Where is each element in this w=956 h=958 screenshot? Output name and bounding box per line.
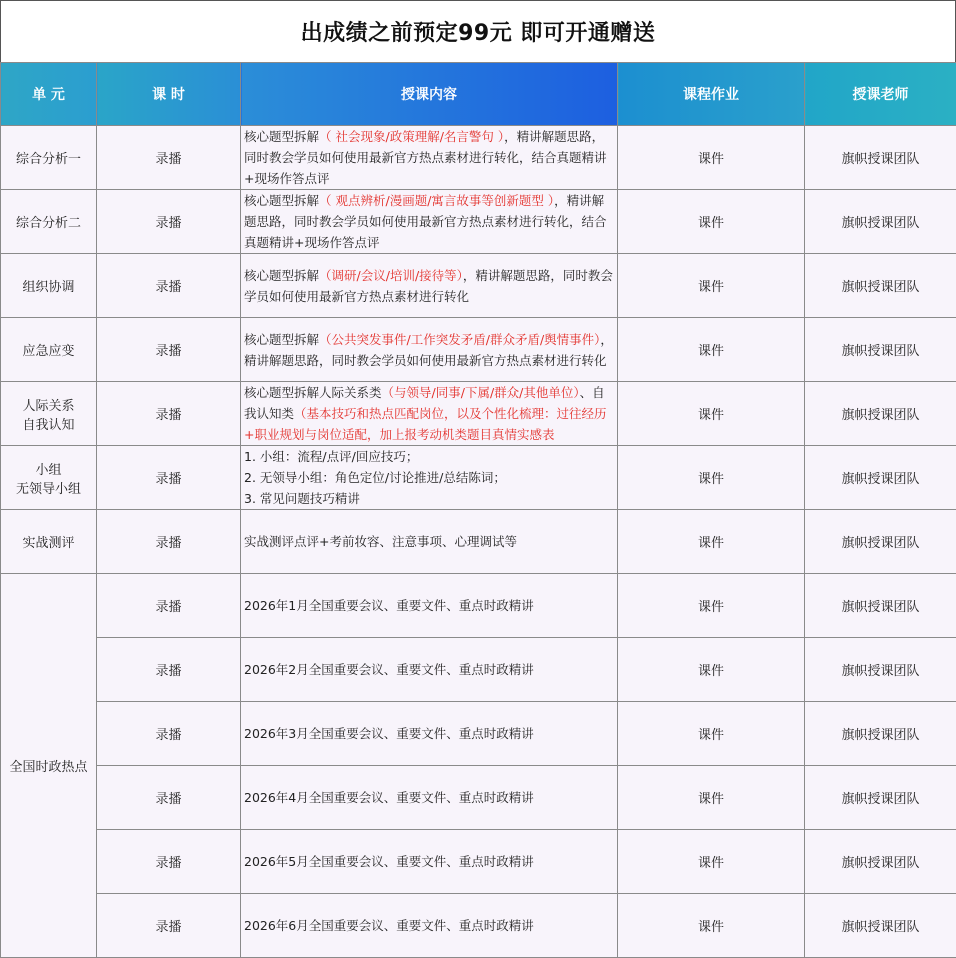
content-cell	[241, 318, 618, 382]
hours-cell: 录播	[97, 574, 241, 638]
teacher-cell: 旗帜授课团队	[805, 190, 956, 254]
homework-cell: 课件	[618, 702, 805, 766]
homework-cell: 课件	[618, 318, 805, 382]
hours-cell: 录播	[97, 894, 241, 958]
content-text: ，精讲解题思路，同时教会学员如何使用最新官方热点素材进行转化	[244, 268, 613, 304]
table-row	[1, 894, 956, 958]
content-text: 核心题型拆解	[244, 129, 319, 144]
hours-cell: 录播	[97, 318, 241, 382]
content-cell: 2026年1月全国重要会议、重要文件、重点时政精讲	[241, 574, 618, 638]
homework-cell: 课件	[618, 574, 805, 638]
content-cell	[241, 254, 618, 318]
content-text: 、自我认知类	[244, 385, 605, 421]
table-row	[1, 574, 956, 638]
content-line: 3. 常见问题技巧精讲	[244, 488, 613, 509]
hours-cell: 录播	[97, 638, 241, 702]
content-highlight: （与领导/同事/下属/群众/其他单位）	[382, 385, 580, 400]
unit-cell	[1, 446, 97, 510]
teacher-cell: 旗帜授课团队	[805, 318, 956, 382]
teacher-cell: 旗帜授课团队	[805, 830, 956, 894]
course-schedule-table	[0, 62, 956, 958]
teacher-cell: 旗帜授课团队	[805, 894, 956, 958]
hours-cell: 录播	[97, 766, 241, 830]
hours-cell: 录播	[97, 702, 241, 766]
teacher-cell: 旗帜授课团队	[805, 446, 956, 510]
table-header-row	[1, 63, 956, 126]
hours-cell: 录播	[97, 254, 241, 318]
teacher-cell: 旗帜授课团队	[805, 766, 956, 830]
table-row	[1, 126, 956, 190]
table-row	[1, 766, 956, 830]
content-line: 1. 小组：流程/点评/回应技巧；	[244, 446, 613, 467]
homework-cell: 课件	[618, 254, 805, 318]
teacher-cell: 旗帜授课团队	[805, 638, 956, 702]
page-title-bar	[0, 0, 956, 63]
content-text: ，精讲解题思路，同时教会学员如何使用最新官方热点素材进行转化，结合真题精讲+现场作答点评	[244, 193, 607, 250]
hours-cell: 录播	[97, 510, 241, 574]
unit-line: 人际关系	[1, 395, 96, 414]
content-cell	[241, 382, 618, 446]
table-row	[1, 446, 956, 510]
table-row	[1, 830, 956, 894]
content-cell	[241, 446, 618, 510]
content-highlight: （ 社会现象/政策理解/名言警句 ）	[319, 129, 504, 144]
content-text: 核心题型拆解人际关系类	[244, 385, 382, 400]
content-line: 2. 无领导小组：角色定位/讨论推进/总结陈词；	[244, 467, 613, 488]
content-cell	[241, 190, 618, 254]
teacher-cell: 旗帜授课团队	[805, 254, 956, 318]
teacher-cell: 旗帜授课团队	[805, 574, 956, 638]
teacher-cell: 旗帜授课团队	[805, 382, 956, 446]
teacher-cell: 旗帜授课团队	[805, 510, 956, 574]
page-title: 出成绩之前预定99元 即可开通赠送	[301, 16, 656, 47]
teacher-cell: 旗帜授课团队	[805, 702, 956, 766]
content-cell: 2026年2月全国重要会议、重要文件、重点时政精讲	[241, 638, 618, 702]
content-highlight: （调研/会议/培训/接待等）	[319, 268, 463, 283]
table-row	[1, 382, 956, 446]
content-cell: 实战测评点评+考前妆容、注意事项、心理调试等	[241, 510, 618, 574]
table-row	[1, 702, 956, 766]
table-row	[1, 318, 956, 382]
unit-cell: 实战测评	[1, 510, 97, 574]
unit-line: 小组	[1, 459, 96, 478]
content-cell: 2026年4月全国重要会议、重要文件、重点时政精讲	[241, 766, 618, 830]
unit-cell-hotspot: 全国时政热点	[1, 574, 97, 958]
header-homework: 课程作业	[618, 63, 805, 126]
homework-cell: 课件	[618, 510, 805, 574]
unit-cell: 综合分析一	[1, 126, 97, 190]
table-row	[1, 510, 956, 574]
hours-cell: 录播	[97, 382, 241, 446]
table-row	[1, 254, 956, 318]
unit-cell	[1, 382, 97, 446]
content-text: ，精讲解题思路，同时教会学员如何使用最新官方热点素材进行转化	[244, 332, 613, 368]
header-unit: 单 元	[1, 63, 97, 126]
content-text: 核心题型拆解	[244, 332, 319, 347]
homework-cell: 课件	[618, 126, 805, 190]
hours-cell: 录播	[97, 446, 241, 510]
hours-cell: 录播	[97, 190, 241, 254]
unit-cell: 综合分析二	[1, 190, 97, 254]
homework-cell: 课件	[618, 190, 805, 254]
unit-cell: 组织协调	[1, 254, 97, 318]
content-highlight: （ 观点辨析/漫画题/寓言故事等创新题型 ）	[319, 193, 554, 208]
homework-cell: 课件	[618, 446, 805, 510]
homework-cell: 课件	[618, 766, 805, 830]
homework-cell: 课件	[618, 830, 805, 894]
content-cell: 2026年5月全国重要会议、重要文件、重点时政精讲	[241, 830, 618, 894]
content-highlight: （基本技巧和热点匹配岗位，以及个性化梳理：过往经历+职业规划与岗位适配，加上报考动机类题目真情实感表	[244, 406, 607, 442]
homework-cell: 课件	[618, 382, 805, 446]
content-text: 核心题型拆解	[244, 193, 319, 208]
hours-cell: 录播	[97, 126, 241, 190]
unit-line: 自我认知	[1, 414, 96, 433]
table-row	[1, 190, 956, 254]
teacher-cell: 旗帜授课团队	[805, 126, 956, 190]
header-teacher: 授课老师	[805, 63, 956, 126]
unit-line: 无领导小组	[1, 478, 96, 497]
table-row	[1, 638, 956, 702]
content-highlight: （公共突发事件/工作突发矛盾/群众矛盾/舆情事件）	[319, 332, 600, 347]
header-hours: 课 时	[97, 63, 241, 126]
homework-cell: 课件	[618, 638, 805, 702]
content-cell: 2026年6月全国重要会议、重要文件、重点时政精讲	[241, 894, 618, 958]
homework-cell: 课件	[618, 894, 805, 958]
content-text: 核心题型拆解	[244, 268, 319, 283]
header-content: 授课内容	[241, 63, 618, 126]
content-text: ，精讲解题思路，同时教会学员如何使用最新官方热点素材进行转化，结合真题精讲+现场作答点评	[244, 129, 607, 186]
hours-cell: 录播	[97, 830, 241, 894]
content-cell	[241, 126, 618, 190]
unit-cell: 应急应变	[1, 318, 97, 382]
content-cell: 2026年3月全国重要会议、重要文件、重点时政精讲	[241, 702, 618, 766]
